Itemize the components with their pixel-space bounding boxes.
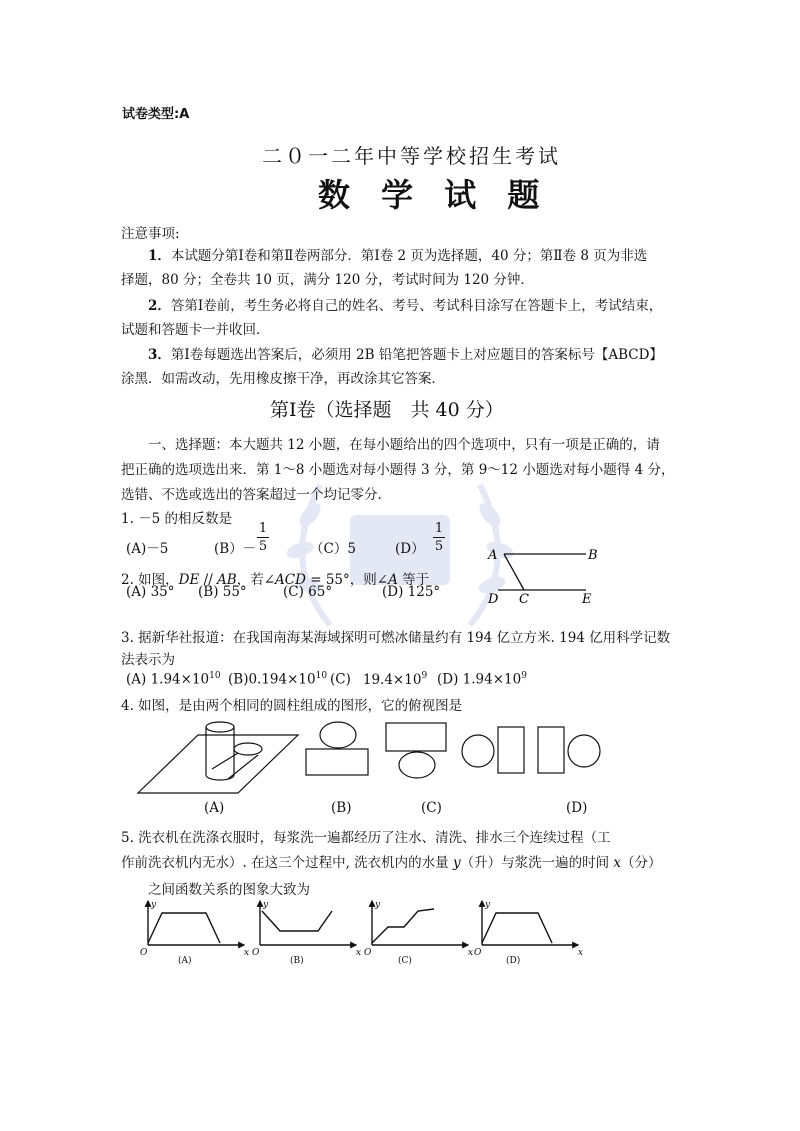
q2-parallel-sign: // (199, 572, 218, 588)
subject-title: 数 学 试 题 (318, 176, 550, 214)
q5-graph-d (482, 901, 578, 945)
q2-stem-part: 等于 (397, 572, 430, 588)
q4-option-d-figure-right (538, 727, 600, 773)
q2-angle-a: ∠A (376, 572, 398, 588)
section-1-intro-line-1: 一、选择题：本大题共 12 小题，在每小题给出的四个选项中，只有一项是正确的，请 (148, 437, 660, 453)
q3-option-b-exponent: 10 (315, 671, 328, 681)
q2-angle-acd: ∠ACD (263, 572, 306, 588)
q5-graph-d-origin: O (474, 948, 482, 958)
q5-graph-c-y-label: y (375, 900, 381, 910)
notice-item-1-number: 1． (148, 248, 171, 264)
q1-option-b-denominator: 5 (258, 539, 268, 554)
q2-stem-part: ，若 (236, 572, 264, 588)
q5-var-y: y (452, 855, 461, 871)
q5-graph-c-origin: O (364, 948, 372, 958)
q5-graph-d-x-label: x (578, 948, 584, 958)
section-1-intro-line-2: 把正确的选项选出来．第 1～8 小题选对每小题得 3 分，第 9～12 小题选对每小题得 4 分， (121, 462, 675, 478)
q5-stem-line-1: 5. 洗衣机在洗涤衣服时，每浆洗一遍都经历了注水、清洗、排水三个连续过程（工 (121, 830, 611, 846)
q5-graph-a (148, 901, 244, 945)
q3-option-c-label: (C) (330, 671, 351, 688)
q2-option-a: (A) 35° (126, 584, 175, 600)
q5-graph-a-origin: O (140, 948, 148, 958)
q2-line-ac-segment (504, 554, 524, 590)
q4-option-d-figure-left (462, 727, 524, 773)
q5-graph-b-origin: O (252, 948, 260, 958)
q5-graph-c-label: (C) (398, 956, 412, 966)
q3-option-d-base: (D) 1.94×10 (437, 671, 522, 688)
notice-item-2-line-2: 试题和答题卡一并收回． (121, 322, 270, 338)
q3-option-c-base: 19.4×10 (362, 671, 422, 688)
q3-option-a-exponent: 10 (209, 671, 221, 681)
q4-cylinders-figure (138, 722, 298, 793)
q2-label-d: D (488, 592, 499, 607)
notice-item-3-number: 3． (148, 347, 171, 363)
q1-option-a: (A)－5 (126, 541, 169, 557)
q5-var-x: x (613, 855, 622, 871)
q5-graph-b-label: (B) (290, 956, 304, 966)
q5-graph-c (372, 901, 468, 945)
q5-stem-part: （分） (621, 855, 662, 871)
section-1-title: 第Ⅰ卷（选择题 共 40 分） (270, 399, 504, 421)
q2-stem-part: 2. 如图， (121, 572, 179, 588)
q3-option-a (126, 671, 221, 688)
q3-option-c (330, 671, 427, 688)
q1-option-d-denominator: 5 (434, 539, 444, 554)
q2-option-b: (B) 55° (198, 584, 247, 600)
q5-graph-a-x-label: x (244, 948, 250, 958)
q5-graph-a-label: (A) (178, 956, 192, 966)
q5-stem-line-2 (121, 851, 662, 871)
q2-label-c: C (519, 592, 529, 607)
q5-graph-d-label: (D) (506, 956, 521, 966)
notice-item-3-line-1 (148, 343, 663, 363)
q5-stem-part: （升）与浆洗一遍的时间 (460, 855, 614, 871)
q3-option-d (437, 671, 527, 688)
notice-item-3-text: 第Ⅰ卷每题选出答案后，必须用 2B 铅笔把答题卡上对应题目的答案标号【ABCD】 (170, 347, 663, 363)
q2-line-de: DE (178, 572, 200, 588)
q1-stem: 1. －5 的相反数是 (121, 511, 233, 527)
q4-figures (130, 715, 610, 815)
q2-stem-part: = 55°，则 (305, 572, 377, 588)
q4-option-b-figure (306, 722, 368, 775)
q3-option-b-base: (B)0.194×10 (228, 671, 316, 688)
q3-option-c-exponent: 9 (421, 671, 428, 681)
q1-option-b-numerator: 1 (258, 521, 268, 536)
notice-item-1-line-2: 择题，80 分；全卷共 10 页，满分 120 分，考试时间为 120 分钟． (121, 272, 534, 288)
q4-label-c: (C) (421, 800, 442, 816)
q1-option-c: （C）5 (310, 541, 356, 557)
q5-graph-b (260, 901, 356, 945)
notice-item-2-line-1 (148, 294, 662, 314)
notice-item-1-line-1 (148, 244, 647, 264)
q2-line-ab: AB (217, 572, 237, 588)
exam-title: 二０一二年中等学校招生考试 (262, 144, 561, 168)
q3-stem-line-2: 法表示为 (121, 652, 175, 668)
q5-stem-line-3: 之间函数关系的图象大致为 (148, 882, 310, 898)
q5-stem-part: 作前洗衣机内无水）. 在这三个过程中, 洗衣机内的水量 (121, 855, 453, 871)
q5-graphs (132, 897, 592, 967)
q3-stem-line-1: 3. 据新华社报道：在我国南海某海域探明可燃冰储量约有 194 亿立方米. 194 亿用科学记数 (121, 630, 671, 646)
q4-stem: 4. 如图，是由两个相同的圆柱组成的图形，它的俯视图是 (121, 698, 463, 714)
notice-item-2-number: 2． (148, 298, 171, 314)
q1-option-b-fraction (257, 522, 269, 553)
paper-type-label: 试卷类型:A (122, 107, 190, 122)
q2-option-c: (C) 65° (283, 584, 333, 600)
q5-graph-b-x-label: x (356, 948, 362, 958)
q4-label-d: (D) (566, 800, 588, 816)
q4-option-c-figure (386, 723, 446, 778)
q3-option-a-base: (A) 1.94×10 (126, 671, 210, 688)
section-1-intro-line-3: 选错、不选或选出的答案超过一个均记零分． (121, 487, 391, 503)
q3-option-b (228, 671, 327, 688)
q5-graph-c-x-label: x (468, 948, 474, 958)
notice-item-2-text: 答第Ⅰ卷前，考生务必将自己的姓名、考号、考试科目涂写在答题卡上，考试结束， (170, 298, 663, 314)
q4-label-b: (B) (331, 800, 352, 816)
q1-option-d-numerator: 1 (434, 521, 444, 536)
q1-option-b-prefix: (B）－ (214, 541, 257, 557)
q1-option-d-prefix: (D） (395, 541, 425, 557)
q4-label-a: (A) (204, 800, 225, 816)
q5-graph-d-y-label: y (485, 900, 491, 910)
q5-graph-a-y-label: y (151, 900, 157, 910)
q3-option-d-exponent: 9 (521, 671, 527, 681)
q2-label-b: B (588, 548, 598, 563)
notice-item-3-line-2: 涂黑．如需改动，先用橡皮擦干净，再改涂其它答案． (121, 371, 445, 387)
q5-graph-b-y-label: y (263, 900, 269, 910)
q2-label-e: E (582, 592, 592, 607)
q2-option-d: (D) 125° (382, 584, 441, 600)
notice-item-1-text: 本试题分第Ⅰ卷和第Ⅱ卷两部分．第Ⅰ卷 2 页为选择题，40 分；第Ⅱ卷 8 页为非选 (170, 248, 648, 264)
q2-figure (484, 542, 604, 608)
q2-label-a: A (488, 548, 498, 563)
q1-option-d-fraction (433, 522, 445, 553)
notice-heading: 注意事项: (121, 226, 180, 242)
